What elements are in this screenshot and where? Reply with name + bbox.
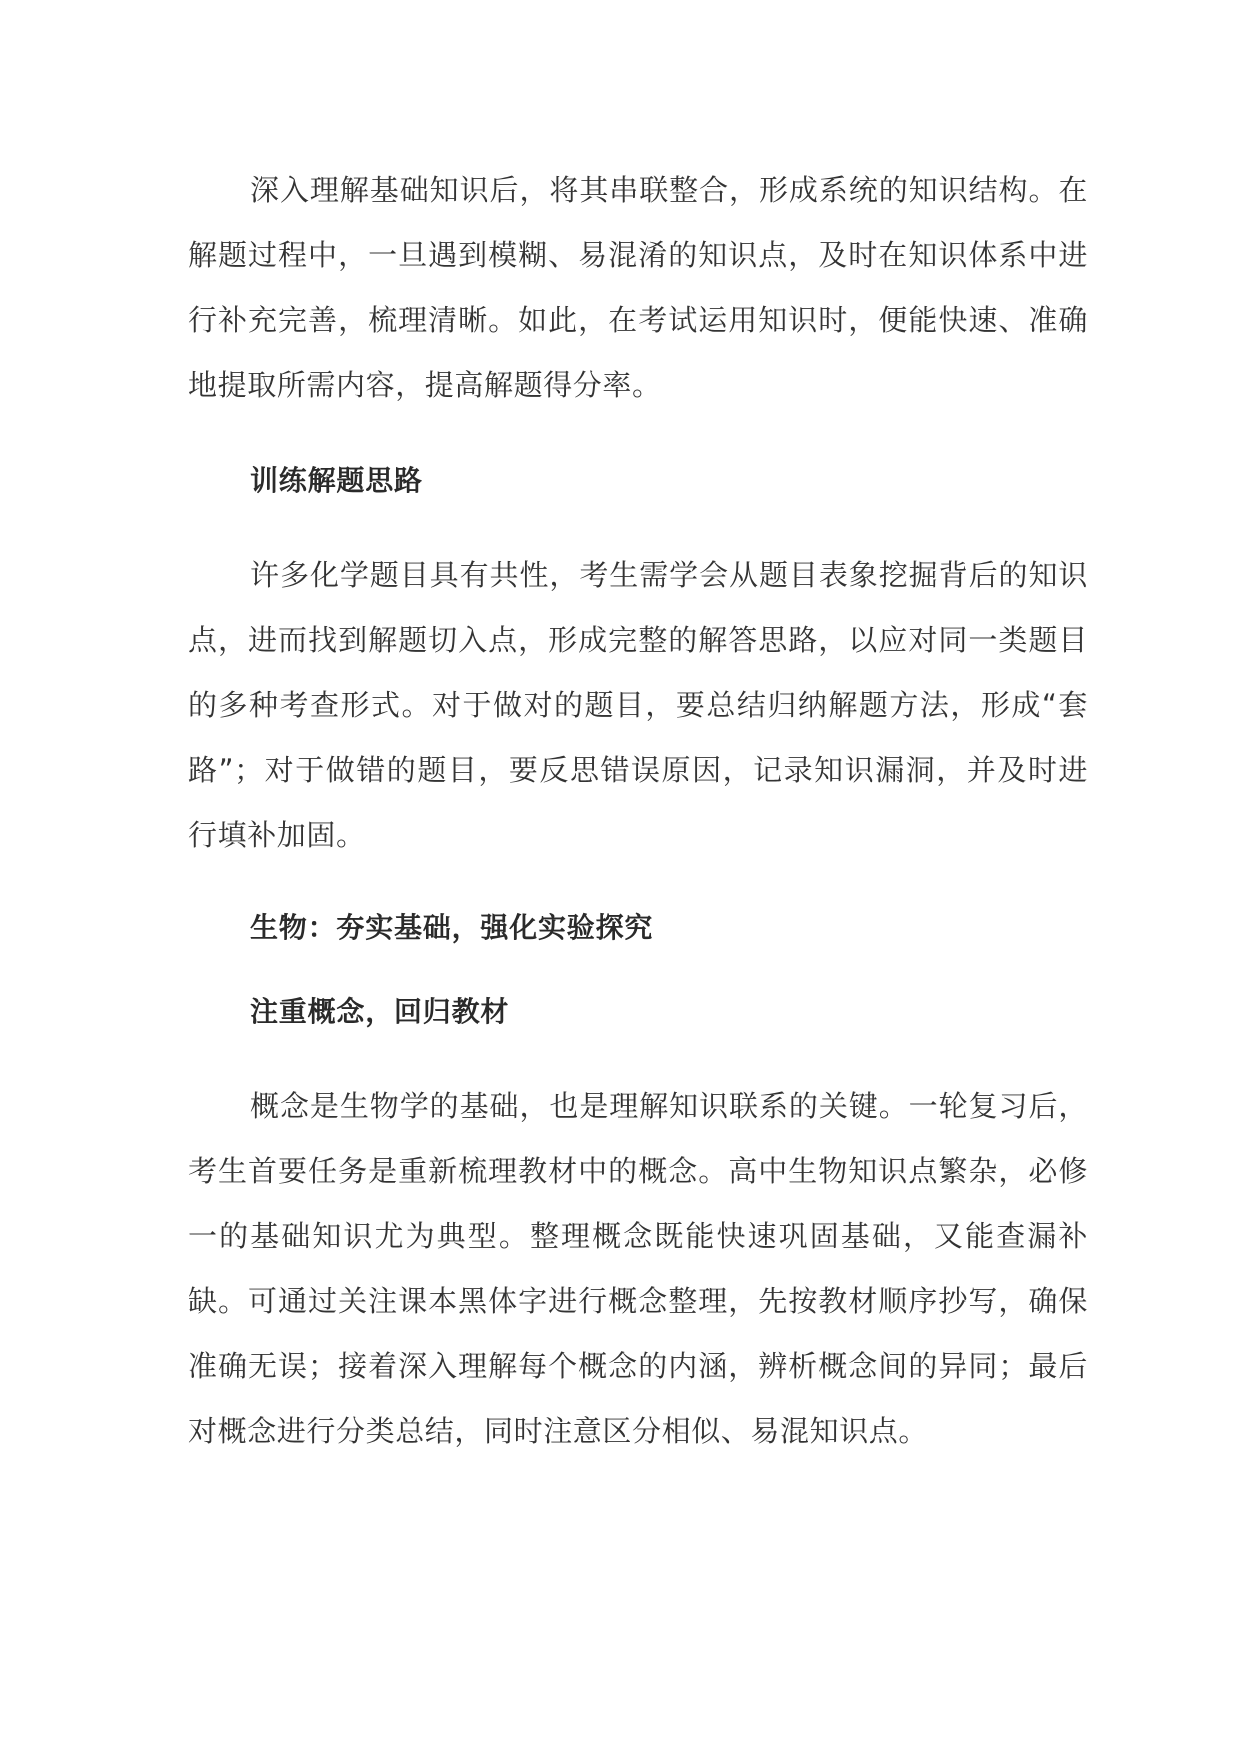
heading-solving-thinking: 训练解题思路 [250,464,423,497]
paragraph-biology-concepts: 概念是生物学的基础，也是理解知识联系的关键。一轮复习后，考生首要任务是重新梳理教材中的概念。高中生物知识点繁杂，必修一的基础知识尤为典型。整理概念既能快速巩固基础，又能查漏补缺。可通过关注课本黑体字进行概念整理，先按教材顺序抄写，确保准确无误；接着深入理解每个概念的内涵，辨析概念间的异同；最后对概念进行分类总结，同时注意区分相似、易混知识点。 [188,1089,1088,1448]
paragraph-knowledge-structure: 深入理解基础知识后，将其串联整合，形成系统的知识结构。在解题过程中，一旦遇到模糊、易混淆的知识点，及时在知识体系中进行补充完善，梳理清晰。如此，在考试运用知识时，便能快速、准确地提取所需内容，提高解题得分率。 [188,173,1088,402]
paragraph-chemistry-patterns: 许多化学题目具有共性，考生需学会从题目表象挖掘背后的知识点，进而找到解题切入点，形成完整的解答思路，以应对同一类题目的多种考查形式。对于做对的题目，要总结归纳解题方法，形成“套路”；对于做错的题目，要反思错误原因，记录知识漏洞，并及时进行填补加固。 [188,558,1088,852]
document-page [188,158,1088,1464]
heading-concepts-textbook: 注重概念，回归教材 [250,995,510,1028]
heading-biology: 生物：夯实基础，强化实验探究 [250,911,654,944]
